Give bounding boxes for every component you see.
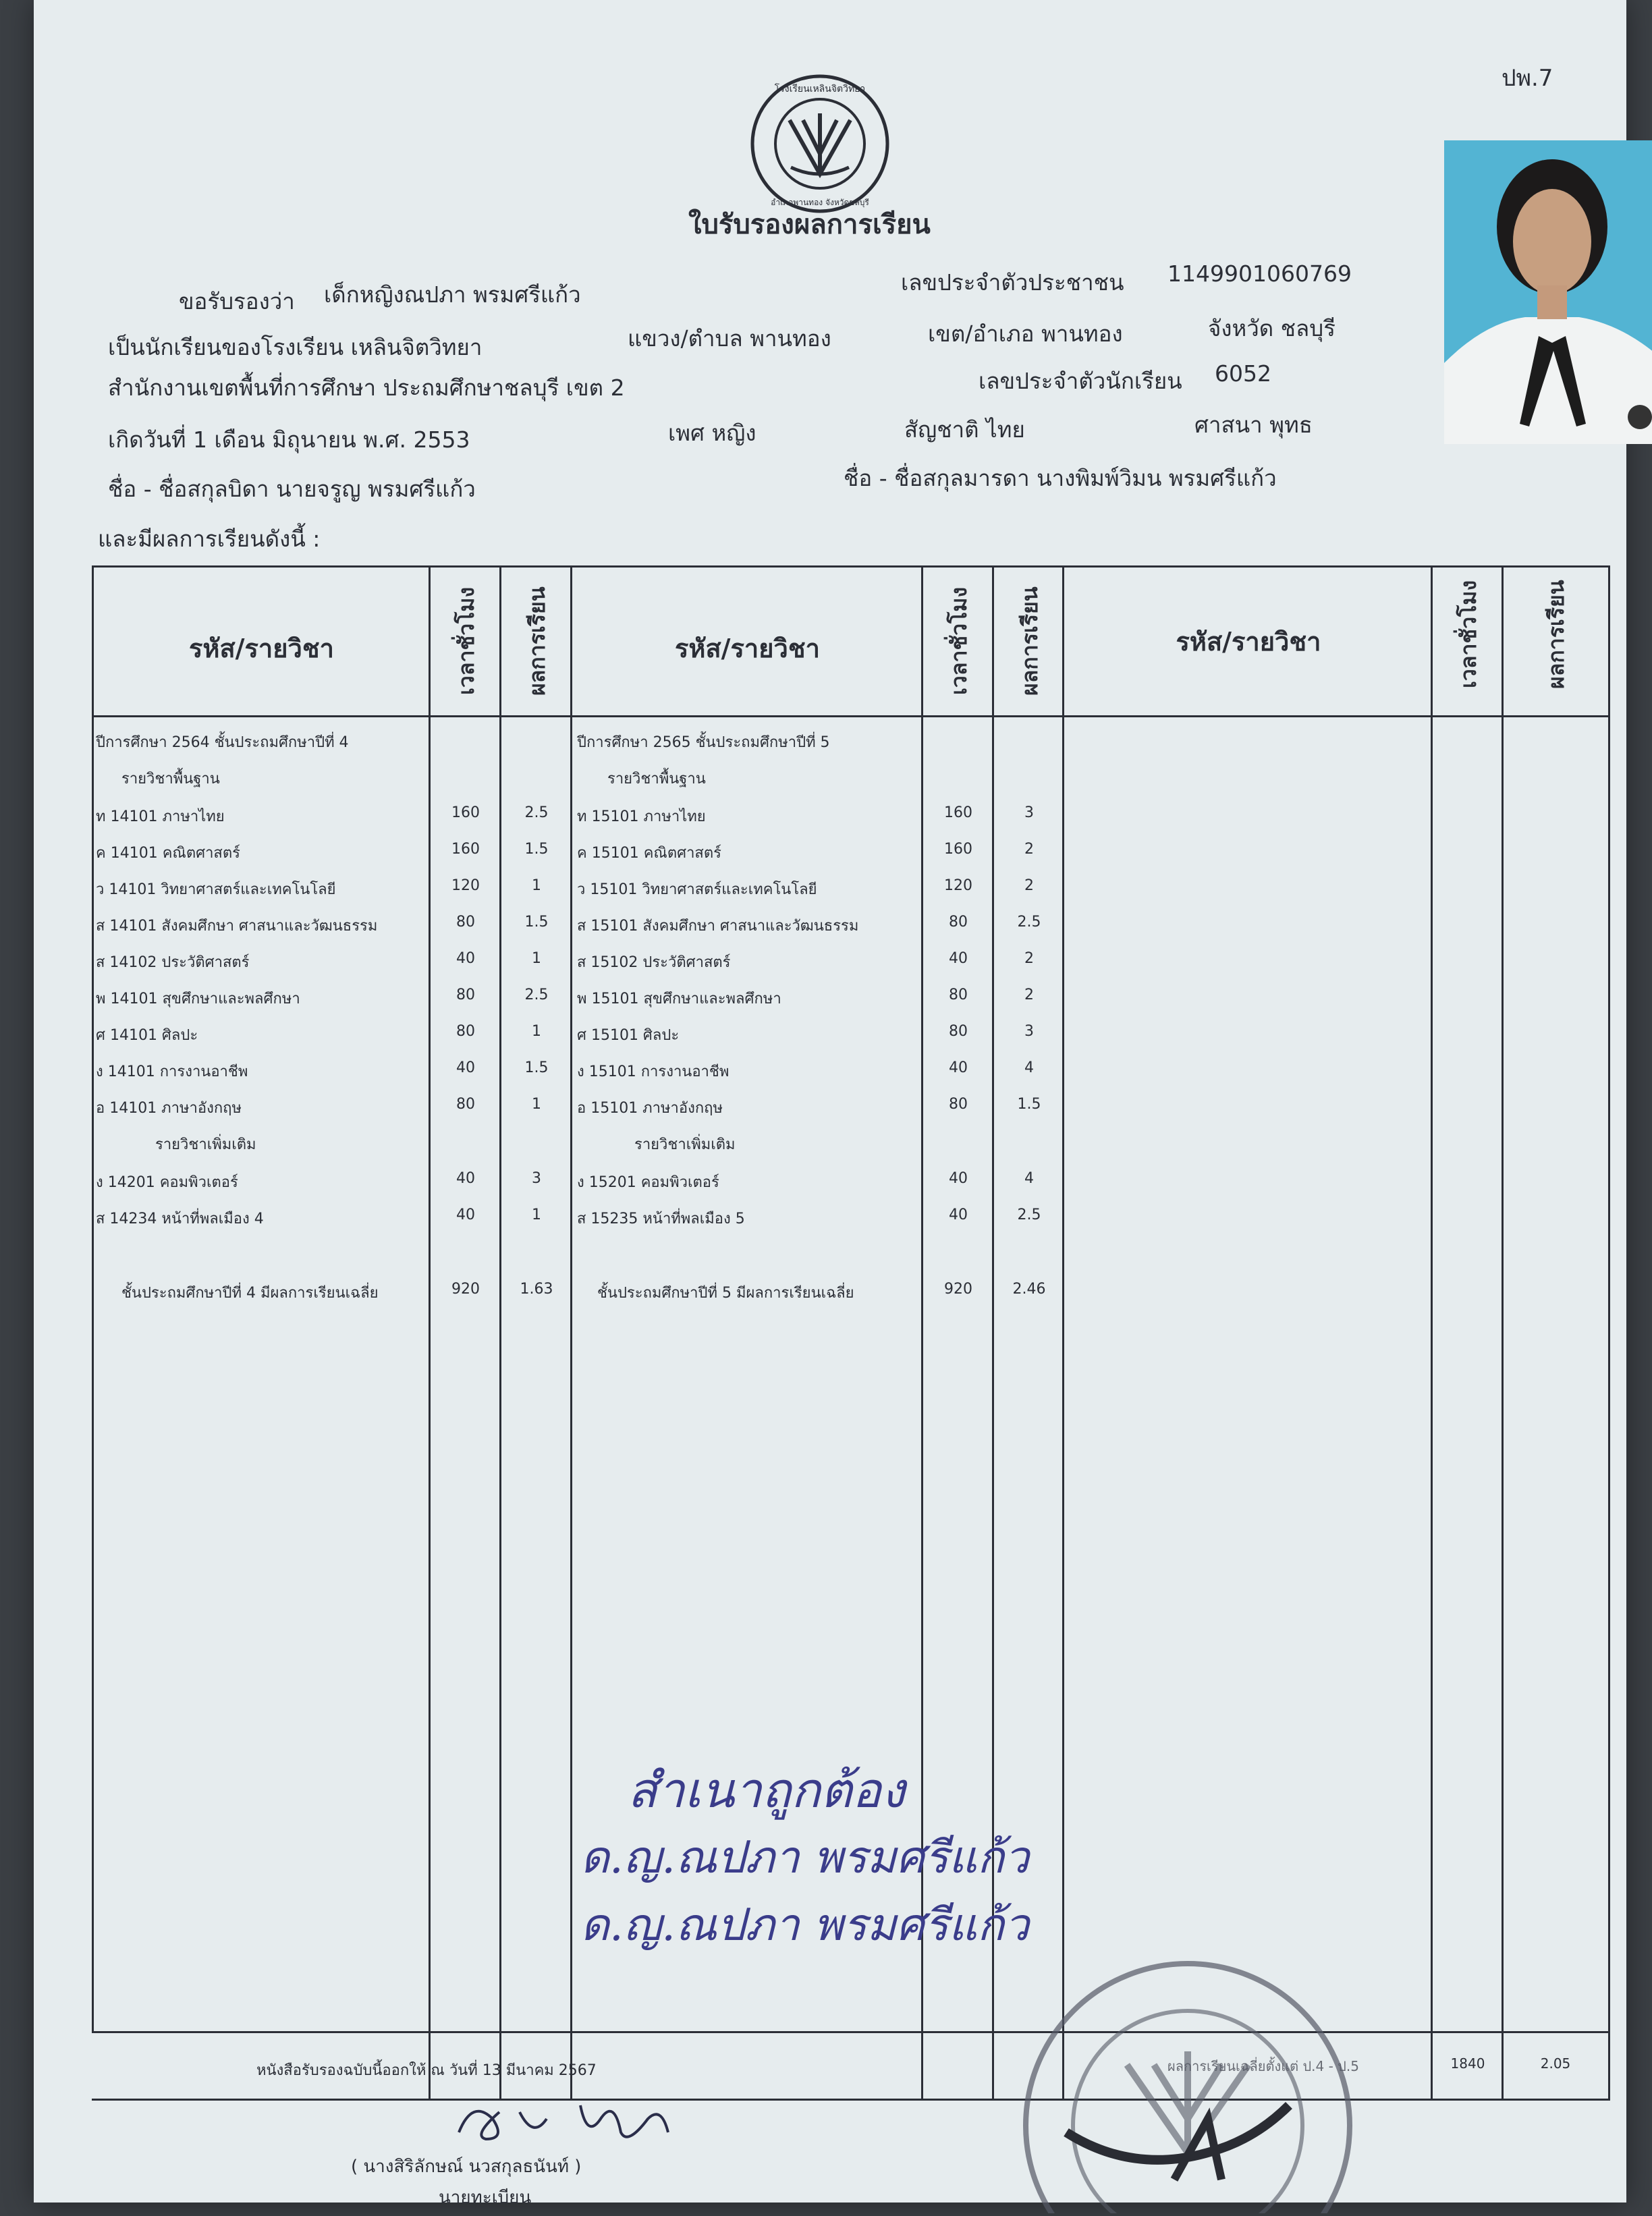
- summary-p5: ชั้นประถมศึกษาปีที่ 5 มีผลการเรียนเฉลี่ย: [597, 1285, 854, 1302]
- birth-date: เกิดวันที่ 1 เดือน มิถุนายน พ.ศ. 2553: [108, 426, 470, 453]
- hours-cell: 160: [944, 841, 972, 858]
- overall-gpa: 2.05: [1540, 2055, 1571, 2072]
- subject-cell: ส 14101 สังคมศึกษา ศาสนาและวัฒนธรรม: [96, 918, 378, 935]
- student-no-label: เลขประจำตัวนักเรียน: [979, 368, 1182, 394]
- subject-cell: ส 15101 สังคมศึกษา ศาสนาและวัฒนธรรม: [577, 918, 859, 935]
- basic-heading-p4: รายวิชาพื้นฐาน: [121, 771, 220, 787]
- grade-cell: 1: [532, 950, 541, 967]
- grade-cell: 2: [1024, 877, 1034, 894]
- subject-cell: ท 15101 ภาษาไทย: [577, 808, 706, 825]
- hours-cell: 80: [949, 914, 968, 931]
- sex: เพศ หญิง: [668, 420, 756, 446]
- grade-cell: 2.5: [1017, 1207, 1041, 1223]
- hours-cell: 80: [456, 1096, 475, 1113]
- subject-cell: อ 14101 ภาษาอังกฤษ: [96, 1100, 242, 1117]
- header-hours-1: เวลาชั่วโมง: [453, 586, 479, 696]
- grade-cell: 2: [1024, 841, 1034, 858]
- hours-cell: 160: [451, 804, 480, 821]
- subject-cell: ง 14201 คอมพิวเตอร์: [96, 1174, 238, 1191]
- grade-cell: 3: [532, 1170, 541, 1187]
- student-no: 6052: [1215, 360, 1271, 387]
- subject-cell: ส 15102 ประวัติศาสตร์: [577, 954, 731, 971]
- hours-cell: 80: [949, 987, 968, 1003]
- extra-heading-p5: รายวิชาเพิ่มเติม: [634, 1136, 736, 1153]
- summary-hours-p4: 920: [451, 1281, 480, 1298]
- religion: ศาสนา พุทธ: [1194, 412, 1313, 438]
- student-name: เด็กหญิงณปภา พรมศรีแก้ว: [324, 281, 581, 308]
- subject-cell: ค 15101 คณิตศาสตร์: [577, 845, 721, 862]
- svg-text:อำเภอพานทอง จังหวัดชลบุรี: อำเภอพานทอง จังหวัดชลบุรี: [771, 198, 869, 207]
- subject-cell: ง 15201 คอมพิวเตอร์: [577, 1174, 719, 1191]
- handwritten-name-2: ด.ญ.ณปภา พรมศรีแก้ว: [580, 1899, 1030, 1951]
- father-name: ชื่อ - ชื่อสกุลบิดา นายจรูญ พรมศรีแก้ว: [108, 476, 476, 502]
- education-office: สำนักงานเขตพื้นที่การศึกษา ประถมศึกษาชลบุรี เขต 2: [108, 375, 625, 401]
- registrar-signature: [445, 2092, 729, 2153]
- summary-p4: ชั้นประถมศึกษาปีที่ 4 มีผลการเรียนเฉลี่ย: [121, 1285, 379, 1302]
- grade-cell: 1: [532, 1096, 541, 1113]
- id-value: 1149901060769: [1167, 260, 1352, 287]
- grade-cell: 4: [1024, 1170, 1034, 1187]
- year-heading-p4: ปีการศึกษา 2564 ชั้นประถมศึกษาปีที่ 4: [96, 734, 349, 751]
- header-subject-3: รหัส/รายวิชา: [1176, 627, 1321, 657]
- handwritten-name-1: ด.ญ.ณปภา พรมศรีแก้ว: [580, 1831, 1030, 1883]
- grade-cell: 2.5: [1017, 914, 1041, 931]
- hours-cell: 160: [944, 804, 972, 821]
- hours-cell: 80: [456, 914, 475, 931]
- basic-heading-p5: รายวิชาพื้นฐาน: [607, 771, 706, 787]
- form-code: ปพ.7: [1502, 65, 1553, 92]
- certify-label: ขอรับรองว่า: [179, 288, 295, 314]
- subject-cell: พ 14101 สุขศึกษาและพลศึกษา: [96, 991, 300, 1007]
- hours-cell: 120: [944, 877, 972, 894]
- summary-gpa-p5: 2.46: [1012, 1281, 1046, 1298]
- grade-cell: 3: [1024, 804, 1034, 821]
- svg-text:โรงเรียนเหลินจิตวิทยา: โรงเรียนเหลินจิตวิทยา: [774, 84, 866, 94]
- subject-cell: ง 15101 การงานอาชีพ: [577, 1063, 729, 1080]
- hours-cell: 40: [949, 950, 968, 967]
- hours-cell: 160: [451, 841, 480, 858]
- overall-hours: 1840: [1450, 2055, 1485, 2072]
- grade-cell: 1: [532, 877, 541, 894]
- extra-heading-p4: รายวิชาเพิ่มเติม: [155, 1136, 256, 1153]
- hours-cell: 80: [456, 987, 475, 1003]
- subject-cell: ว 15101 วิทยาศาสตร์และเทคโนโลยี: [577, 881, 817, 898]
- mother-name: ชื่อ - ชื่อสกุลมารดา นางพิมพ์วิมน พรมศรีแก้ว: [844, 465, 1277, 491]
- grade-cell: 1.5: [524, 914, 549, 931]
- subject-cell: พ 15101 สุขศึกษาและพลศึกษา: [577, 991, 781, 1007]
- school-stamp: [1006, 1930, 1383, 2213]
- subject-cell: ท 14101 ภาษาไทย: [96, 808, 225, 825]
- header-subject-1: รหัส/รายวิชา: [188, 634, 334, 663]
- grade-cell: 2.5: [524, 987, 549, 1003]
- id-label: เลขประจำตัวประชาชน: [901, 269, 1124, 296]
- grade-cell: 4: [1024, 1059, 1034, 1076]
- school-line: เป็นนักเรียนของโรงเรียน เหลินจิตวิทยา: [108, 334, 483, 360]
- hours-cell: 120: [451, 877, 480, 894]
- hours-cell: 40: [456, 1207, 475, 1223]
- grade-cell: 1.5: [524, 841, 549, 858]
- year-heading-p5: ปีการศึกษา 2565 ชั้นประถมศึกษาปีที่ 5: [577, 734, 830, 751]
- hours-cell: 40: [456, 1170, 475, 1187]
- province: จังหวัด ชลบุรี: [1208, 315, 1336, 341]
- grade-cell: 2: [1024, 950, 1034, 967]
- overall-gpa-label: ผลการเรียนเฉลี่ยตั้งแต่ ป.4 - ป.5: [1167, 2058, 1359, 2074]
- subject-cell: ค 14101 คณิตศาสตร์: [96, 845, 240, 862]
- grade-cell: 2: [1024, 987, 1034, 1003]
- grade-cell: 1.5: [524, 1059, 549, 1076]
- summary-hours-p5: 920: [944, 1281, 972, 1298]
- handwritten-certified-copy: สำเนาถูกต้อง: [628, 1762, 905, 1819]
- results-intro: และมีผลการเรียนดังนี้ :: [98, 526, 321, 552]
- issue-date: หนังสือรับรองฉบับนี้ออกให้ ณ วันที่ 13 มีนาคม 2567: [256, 2062, 597, 2079]
- hours-cell: 80: [456, 1023, 475, 1040]
- header-hours-2: เวลาชั่วโมง: [946, 586, 972, 696]
- header-subject-2: รหัส/รายวิชา: [674, 634, 820, 663]
- nationality: สัญชาติ ไทย: [904, 416, 1025, 443]
- subject-cell: ศ 15101 ศิลปะ: [577, 1027, 680, 1044]
- hours-cell: 40: [949, 1170, 968, 1187]
- header-grade-2: ผลการเรียน: [1017, 586, 1043, 696]
- registrar-name: ( นางสิริลักษณ์ นวสกุลธนันท์ ): [351, 2157, 582, 2177]
- subject-cell: อ 15101 ภาษาอังกฤษ: [577, 1100, 723, 1117]
- district: เขต/อำเภอ พานทอง: [928, 321, 1123, 347]
- hours-cell: 40: [456, 950, 475, 967]
- student-photo: [1444, 140, 1652, 444]
- grade-cell: 2.5: [524, 804, 549, 821]
- header-grade-1: ผลการเรียน: [524, 586, 550, 696]
- subject-cell: ว 14101 วิทยาศาสตร์และเทคโนโลยี: [96, 881, 336, 898]
- header-grade-3: ผลการเรียน: [1543, 580, 1569, 689]
- hours-cell: 40: [949, 1059, 968, 1076]
- subject-cell: ศ 14101 ศิลปะ: [96, 1027, 198, 1044]
- grade-cell: 1: [532, 1207, 541, 1223]
- summary-gpa-p4: 1.63: [520, 1281, 553, 1298]
- registrar-title: นายทะเบียน: [439, 2188, 532, 2208]
- subject-cell: ส 14102 ประวัติศาสตร์: [96, 954, 250, 971]
- hours-cell: 40: [949, 1207, 968, 1223]
- grade-cell: 1: [532, 1023, 541, 1040]
- subject-cell: ง 14101 การงานอาชีพ: [96, 1063, 248, 1080]
- grade-cell: 3: [1024, 1023, 1034, 1040]
- hours-cell: 80: [949, 1023, 968, 1040]
- hours-cell: 80: [949, 1096, 968, 1113]
- subject-cell: ส 15235 หน้าที่พลเมือง 5: [577, 1211, 745, 1227]
- header-hours-3: เวลาชั่วโมง: [1456, 580, 1481, 689]
- subject-cell: ส 14234 หน้าที่พลเมือง 4: [96, 1211, 264, 1227]
- subdistrict: แขวง/ตำบล พานทอง: [628, 325, 831, 352]
- certificate-page: [34, 0, 1626, 2208]
- school-emblem: [749, 73, 891, 215]
- grade-cell: 1.5: [1017, 1096, 1041, 1113]
- hours-cell: 40: [456, 1059, 475, 1076]
- page-title: ใบรับรองผลการเรียน: [688, 209, 931, 240]
